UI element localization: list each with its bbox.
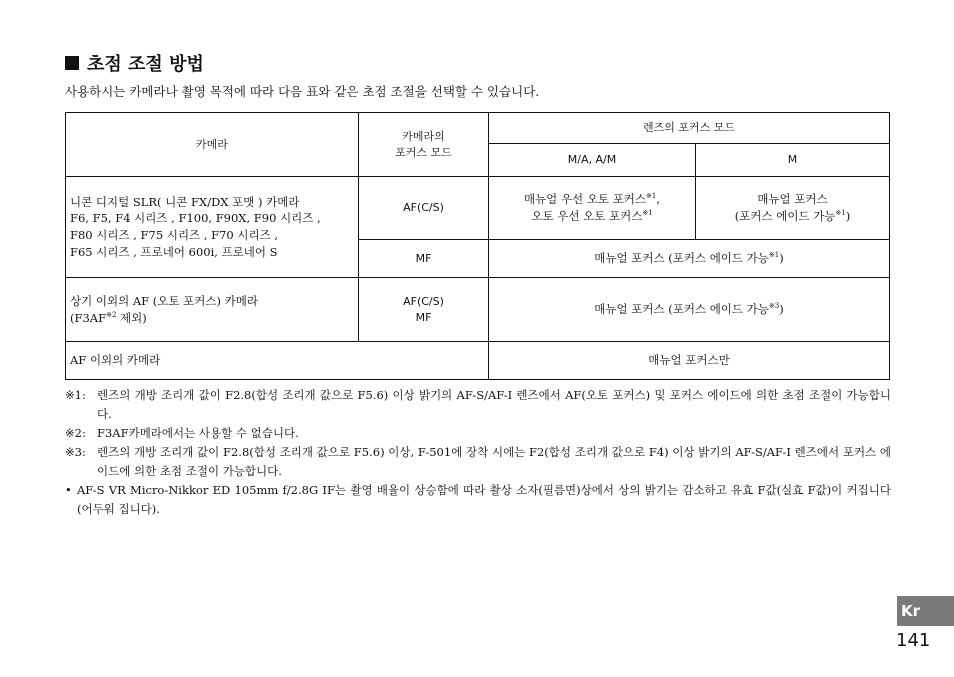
square-bullet-icon [65,56,79,70]
footnote-2: ※2: F3AF카메라에서는 사용할 수 없습니다. [65,425,299,440]
ma-am-cell: 매뉴얼 우선 오토 포커스$^{※1}$, 오토 우선 오토 포커스$^{※1}$ [489,177,696,240]
mf-mode-cell: MF [359,240,489,278]
table-row [66,177,890,240]
table-row [66,342,890,380]
section-title: 초점 조절 방법 [87,54,204,75]
m-cell: 매뉴얼 포커스 (포커스 에이드 가능$^{※1}$) [696,177,890,240]
nikon-digital-camera-cell: 니콘 디지털 SLR( 니콘 FX/DX 포맷 ) 카메라 F6, F5, F4 시리즈 , F100, F90X, F90 시리즈 , F80 시리즈 , F75 시리즈 , F70 시리즈 , F65 시리즈 , 프로네어 600i, 프로네어 S [66,177,359,278]
footnote-3: ※3: 렌즈의 개방 조리개 값이 F2.8(합성 조리개 값으로 F5.6) 이상, F-501에 장착 시에는 F2(합성 조리개 값으로 F4) 이상 밝기의 AF-S/AF-I 렌즈에서 포커스 에이드에 의한 초점 조절이 가능합니다. [65,444,891,478]
non-af-camera-cell: AF 이외의 카메라 [66,342,489,380]
section-heading [65,50,204,76]
footnote-1: ※1: 렌즈의 개방 조리개 값이 F2.8(합성 조리개 값으로 F5.6) 이상 밝기의 AF-S/AF-I 렌즈에서 AF(오토 포커스) 및 포커스 에이드에 의한 초점 조절이 가능합니다. [65,388,891,421]
page-number: 141 [896,630,931,651]
mf-lens-cell: 매뉴얼 포커스 (포커스 에이드 가능$^{※1}$) [489,240,890,278]
af-mode-cell: AF(C/S) [359,177,489,240]
focus-mode-table [65,112,890,380]
other-af-camera-cell: 상기 이외의 AF (오토 포커스) 카메라 (F3AF$^{※2}$ 제외) [66,278,359,342]
table-row [66,278,890,342]
intro-text: 사용하시는 카메라나 촬영 목적에 따라 다음 표와 같은 초점 조절을 선택할 수 있습니다. [65,84,540,99]
table-header-row [66,113,890,144]
bullet-note: • AF-S VR Micro-Nikkor ED 105mm f/2.8G IF는 촬영 배율이 상승함에 따라 촬상 소자(필름면)상에서 상의 밝기는 감소하고 유효 F값(실효 F값)이 커집니다(어두워 집니다). [65,482,891,516]
m-header: M [696,144,890,177]
non-af-lens-cell: 매뉴얼 포커스만 [489,342,890,380]
language-tab: Kr [897,596,954,626]
af-mf-mode-cell: AF(C/S) MF [359,278,489,342]
camera-header: 카메라 [66,113,359,177]
other-af-lens-cell: 매뉴얼 포커스 (포커스 에이드 가능$^{※3}$) [489,278,890,342]
footnotes [65,386,891,519]
ma-am-header: M/A, A/M [489,144,696,177]
lens-focus-mode-header: 렌즈의 포커스 모드 [489,113,890,144]
camera-focus-mode-header: 카메라의 포커스 모드 [359,113,489,177]
